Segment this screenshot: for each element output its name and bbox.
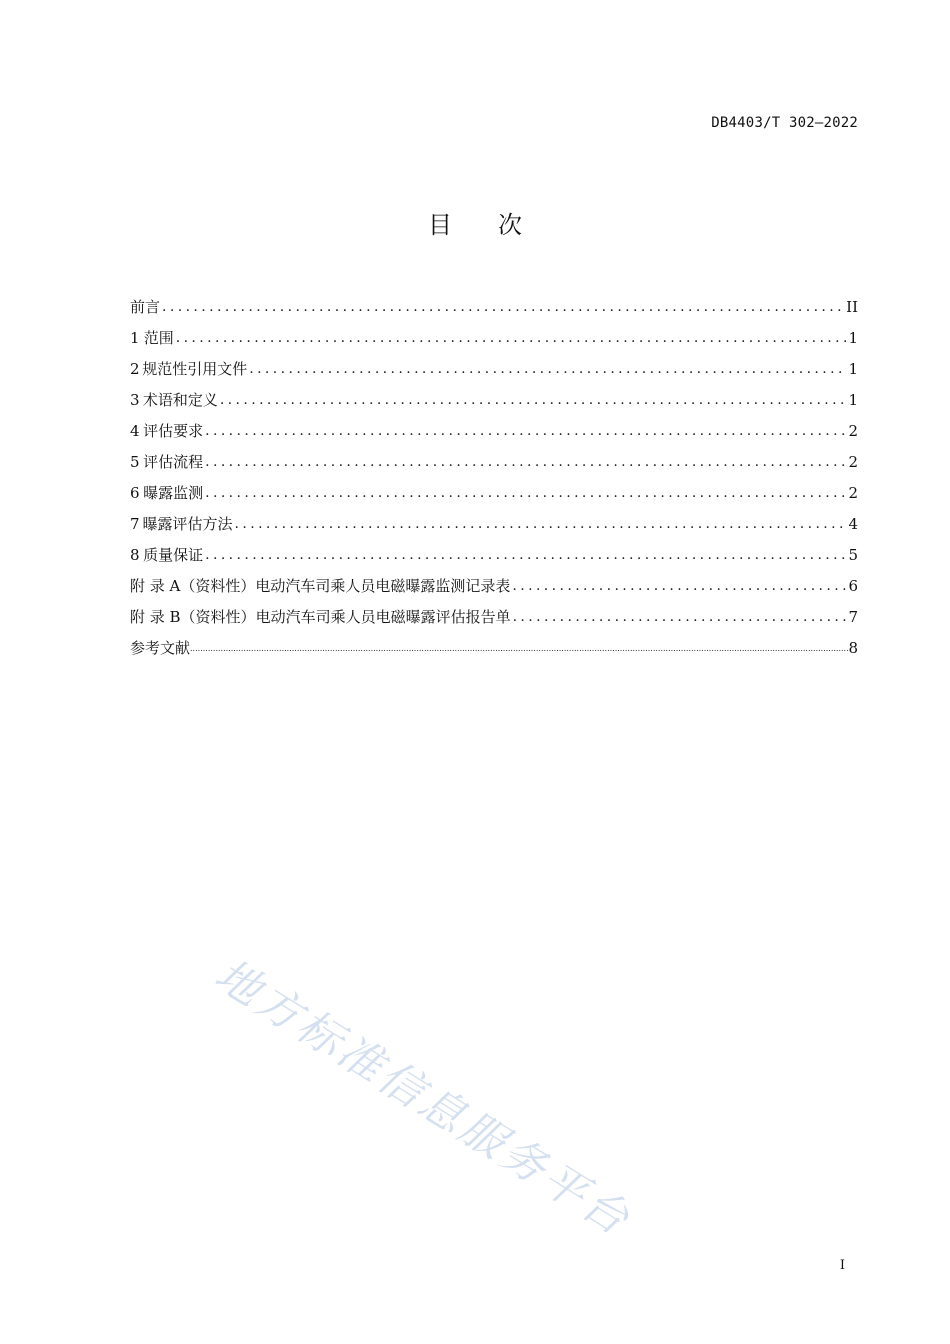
toc-entry-foreword[interactable] <box>130 292 858 323</box>
toc-entry-page: 5 <box>848 546 858 564</box>
toc-entry-page: 1 <box>848 360 858 378</box>
toc-entry-appendix-b[interactable] <box>130 602 858 633</box>
toc-entry-label: 曝露监测 <box>143 484 204 502</box>
toc-entry-terms-definitions[interactable] <box>130 385 858 416</box>
toc-entry-appendix-a[interactable] <box>130 571 858 602</box>
toc-entry-number: 6 <box>130 484 140 502</box>
toc-entry-assessment-process[interactable] <box>130 447 858 478</box>
toc-entry-page: 2 <box>848 453 858 471</box>
toc-entry-quality-assurance[interactable] <box>130 540 858 571</box>
toc-entry-label: 范围 <box>143 329 174 347</box>
toc-entry-number: 7 <box>130 515 140 533</box>
toc-entry-assessment-requirements[interactable] <box>130 416 858 447</box>
toc-dot-leader <box>220 385 847 416</box>
toc-entry-bibliography[interactable] <box>130 633 858 664</box>
toc-dot-leader <box>235 509 847 540</box>
toc-entry-page: 1 <box>848 329 858 347</box>
toc-entry-number: 5 <box>130 453 140 471</box>
appendix-prefix: 附 录 A（资料性） <box>130 577 256 595</box>
toc-entry-exposure-monitoring[interactable] <box>130 478 858 509</box>
page-number: I <box>839 1258 845 1273</box>
toc-entry-page: 4 <box>848 515 858 533</box>
toc-entry-number: 8 <box>130 546 140 564</box>
toc-entry-number: 1 <box>130 329 140 347</box>
toc-entry-label: 评估流程 <box>143 453 204 471</box>
page-title: 目次 <box>428 211 568 239</box>
toc-dot-leader <box>176 323 847 354</box>
toc-entry-label: 规范性引用文件 <box>142 360 248 378</box>
toc-entry-page: 8 <box>848 639 858 657</box>
toc-entry-label: 参考文献 <box>130 639 191 657</box>
appendix-prefix: 附 录 B（资料性） <box>130 608 256 626</box>
toc-dot-leader <box>205 447 846 478</box>
toc-entry-label: 前言 <box>130 298 161 316</box>
toc-entry-scope[interactable] <box>130 323 858 354</box>
toc-dot-leader <box>162 292 844 323</box>
toc-dot-leader <box>249 354 846 385</box>
toc-entry-page: II <box>846 298 858 316</box>
toc-dot-leader <box>205 416 846 447</box>
toc-entry-label: 曝露评估方法 <box>142 515 233 533</box>
toc-entry-number: 4 <box>130 422 140 440</box>
toc-dot-leader <box>513 602 847 633</box>
document-code: DB4403/T 302—2022 <box>711 115 858 131</box>
toc-entry-label: 电动汽车司乘人员电磁曝露评估报告单 <box>255 608 511 626</box>
table-of-contents <box>130 292 858 664</box>
toc-dot-leader <box>205 478 846 509</box>
toc-entry-page: 2 <box>848 484 858 502</box>
toc-entry-number: 2 <box>130 360 140 378</box>
toc-entry-label: 电动汽车司乘人员电磁曝露监测记录表 <box>255 577 511 595</box>
toc-dot-leader <box>205 540 846 571</box>
toc-entry-normative-references[interactable] <box>130 354 858 385</box>
toc-dot-leader <box>190 633 848 664</box>
toc-entry-exposure-assessment-method[interactable] <box>130 509 858 540</box>
toc-dot-leader <box>512 571 846 602</box>
toc-entry-page: 1 <box>848 391 858 409</box>
watermark: 地方标准信息服务平台 <box>206 949 641 1247</box>
toc-entry-label: 质量保证 <box>143 546 204 564</box>
toc-entry-label: 评估要求 <box>143 422 204 440</box>
toc-entry-page: 2 <box>848 422 858 440</box>
toc-entry-number: 3 <box>130 391 140 409</box>
toc-entry-page: 6 <box>848 577 858 595</box>
toc-entry-page: 7 <box>848 608 858 626</box>
toc-entry-label: 术语和定义 <box>142 391 218 409</box>
